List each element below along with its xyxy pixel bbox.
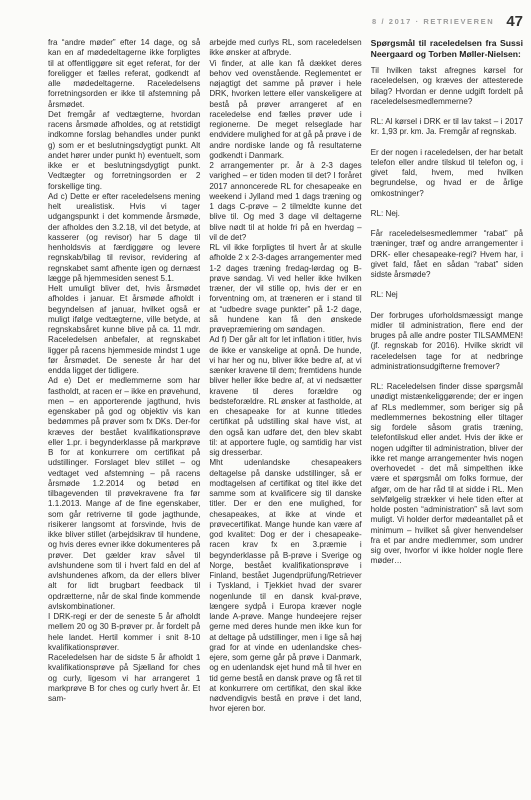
paragraph: I DRK-regi er der de seneste 5 år afholdt mellem 20 og 30 B-prøver pr. år fordelt på hele landet. Hertil kommer i snit 8-10 kvalifikationsprøver.: [48, 612, 201, 652]
paragraph: Det fremgår af vedtægterne, hvordan racens årsmøde afholdes, og at retstidigt indkomne forslag behandles under punkt g) som er et beslutningsdygtigt punkt. Alt andet hører under punkt h) eventuelt, som ikke er et beslutningsdygtigt punkt. Vedtægter og forretningsorden er 2 forskellige ting.: [48, 109, 201, 191]
paragraph: RL vil ikke forpligtes til hvert år at skulle afholde 2 x 2-3-dages arrangementer med 1-2 dages træning fredag-lørdag og B-prøve søndag. Vi ved heller ikke hvilken træner, der vil stille op, hvis der er en forventning om, at træneren er i stand til at “udbedre svage punkter” på 1-2 dage, så hundene kan få den ønskede prøvepræmiering om søndagen.: [209, 243, 362, 334]
question: Får raceledelsesmedlemmer “rabat” på træninger, træf og andre arrangementer i DRK- eller chesapeake-regi? Hvem har, i givet fald, fået en sådan “rabat” siden sidste årsmøde?: [370, 229, 523, 279]
paragraph: Vi finder, at alle kan få dækket deres behov ved ovenstående. Reglementet er nøjagtigt det samme på prøver i hele DRK, hvorken lettere eller vanskeligere at bestå på prøver arrangeret af en raceledelse end fælles prøver ude i regionerne. De meget relseglade har endvidere mulighed for at gå på prøve i de andre nordiske lande og få resultaterne godkendt i Danmark.: [209, 58, 362, 160]
paragraph: Ad c) Dette er efter raceledelsens mening helt urealistisk. Hvis vi tager udgangspunkt i det kommende årsmøde, der afholdes den 3.2.18, vil det betyde, at kasserer (og revisor) har 5 dage til henholdsvis at færdiggøre og levere regnskab/bilag til revisor, revidering af regnskabet samt afhente igen og dernæst lægge på hjemmesiden senest 5.1.: [48, 191, 201, 283]
paragraph: arbejde med curlys RL, som raceledelsen ikke ønsker at afbryde.: [209, 38, 362, 58]
article-columns: [48, 38, 523, 794]
paragraph: Helt umuligt bliver det, hvis årsmødet afholdes i januar. Et årsmøde afholdt i begyndelsen af januar, hvilket også er muligt ifølge vedtægterne, ville betyde, at regnskabsåret kunne blive på ca. 11 mdr. Raceledelsen anbefaler, at regnskabet ligger på racens hjemmeside mindst 1 uge før årsmødet. De seneste år har det endda ligget der tidligere.: [48, 284, 201, 375]
questions-heading: Spørgsmål til raceledelsen fra Sussi Neergaard og Torben Møller-Nielsen:: [370, 38, 523, 59]
paragraph: Ad f) Der går alt for let inflation i titler, hvis de ikke er vanskelige at opnå. De hunde, vi har her og nu, bliver ikke bedre af, at vi sænker kravene til dem; fremtidens hunde bliver heller ikke bedre af, at vi nedsætter kravene til deres forældre og bedsteforældre. RL ønsker at fastholde, at en chesapeake for at kunne titledes certifikat på udstilling skal have vist, at den også kan udføre det, den blev skabt til: at apportere fugle, og samtidig har vist sig dresserbar.: [209, 335, 362, 457]
answer: RL: Nej: [370, 290, 398, 300]
answer: RL: Al kørsel i DRK er til lav takst – i 2017 kr. 1,93 pr. km. Ja. Fremgår af regnskab.: [370, 117, 523, 137]
question: Er der nogen i raceledelsen, der har betalt telefon eller andre tilskud til telefon og, i givet fald, hvem, med hvilken begrundelse, og hvad er de årlige omkostninger?: [370, 147, 523, 198]
answer: RL: Nej.: [370, 208, 400, 218]
question: Til hvilken takst afregnes kørsel for raceledelsen, og kræves der attesterede bilag? Hvordan er denne udgift fordelt på raceledelsesmedlemmerne?: [370, 66, 523, 106]
issue-label: 8 / 2017 · RETRIEVEREN: [371, 16, 495, 26]
paragraph: Mht udenlandske chesapeakers deltagelse på danske udstillinger, så er modtagelsen af certifikat og titel ikke det samme som at kvalificere sig til danske titler. Der er den ene mulighed, for chesapeakes, at ikke at vinde et prøvecertifikat. Mange hunde kan være af god kvalitet: Dog er der i chesapeake-racen krav fx en 3.præmie i begynderklasse på B-prøve i Sverige og Norge, bestået kvalifikationsprøve i Finland, bestået Jugendprüfung/Retriever i Tyskland, i Tjekkiet hvad der svarer nogenlunde til en dansk kval-prøve, længere sydpå i Europa kræver nogle lande A-prøve. Mange hundeejere rejser gerne med deres hunde men ikke kun for at deltage på udstillinger, men i lige så høj grad for at vinde en udenlandske ches-ejere, som gerne går på prøve i Danmark, og en udenlandsk ejet hund må til hver en tid gerne bestå en dansk prøve og få ret til at konkurrere om certifikat, den skal ikke nødvendigvis bestå en prøve i det land, hvor ejeren bor.: [209, 458, 362, 714]
column-1: [48, 38, 200, 794]
column-2: [209, 38, 361, 794]
page-number: 47: [506, 12, 523, 30]
paragraph: 2 arrangementer pr. år à 2-3 dages varighed – er tiden moden til det? I foråret 2017 annoncerede RL for chesapeake en weekend i Jylland med 1 dags træning og 1 dags C-prøve – 2 tilmeldte kunne det blive til. Og med 3 dage vil deltagerne blive nødt til at holde fri på en hverdag – vil de det?: [209, 161, 362, 242]
paragraph: Raceledelsen har de sidste 5 år afholdt 1 kvalifikationsprøve på Sjælland for ches og curly, ligesom vi har arrangeret 1 markprøve B for ches og curly hvert år. Et sam-: [48, 653, 201, 703]
column-3: [371, 38, 523, 794]
page-header: [300, 12, 523, 30]
answer: RL: Raceledelsen finder disse spørgsmål unødigt mistænkeliggørende; der er ingen af RLs medlemmer, som beriger sig på medlemmernes bekostning eller tiltager sig fordele såsom gratis træning, telefontilskud eller andet. Hvis der ikke er nogen udgifter til administration, bliver der ikke ret mange arrangementer hvis nogen overhovedet - det må simpelthen ikke være et spørgsmål om folks formue, der afgør, om de har råd til at sidde i RL. Men selvfølgelig strækker vi hele tiden efter at holde posten “administration” så lavt som muligt. Vi holder derfor mødeantallet på et minimum – hvilket så giver henvendelser fra et par andre medlemmer, som undrer sig over, hvorfor vi ikke holder nogle flere møder…: [370, 382, 523, 566]
paragraph: Ad e) Det er medlemmerne som har fastholdt, at racen er – ikke en prøvehund, men – en apporterende jagthund, hvis egenskaber på god og objektiv vis kan bedømmes på prøver som fx DKs. Der-for kræves der bestået kvalifikationsprøve eller 1.pr. i begynderklasse på markprøve B for at konkurrere om certifikat på udstillinger. Forslaget blev stillet – og vedtaget ved afstemning – på racens årsmøde 1.2.2014 og betød en tilbagevenden til prøvekravene fra før 1.1.2013. Mange af de fine egenskaber, som går retriverne til gode jagthunde, risikerer langsomt at forsvinde, hvis de ikke bliver stillet (arbejdsikrav til hundene, og hvis deres evner ikke dokumenteres på prøver. Det gælder krav såvel til avlshundene som til i hvert fald en del af avlshundenes afkom, da der ellers bliver alt for lidt brugbart feedback til opdrætterne, når de skal finde kommende avlskombinationer.: [48, 376, 201, 611]
question: Der forbruges uforholdsmæssigt mange midler til administration, flere end der bruges på alle andre poster TILSAMMEN! (jf. regnskab for 2016). Hvilke skridt vil raceledelsen tage for at nedbringe administrationsudgifterne fremover?: [370, 310, 523, 371]
paragraph: fra “andre møder” efter 14 dage, og så kan en af mødedeltagerne ikke forpligtes til at offentliggøre sit eget referat, for der foreligger et fælles referat, godkendt af alle mødedeltagerne. Raceledelsens forretningsorden er ikke til afstemning på årsmødet.: [48, 38, 201, 109]
